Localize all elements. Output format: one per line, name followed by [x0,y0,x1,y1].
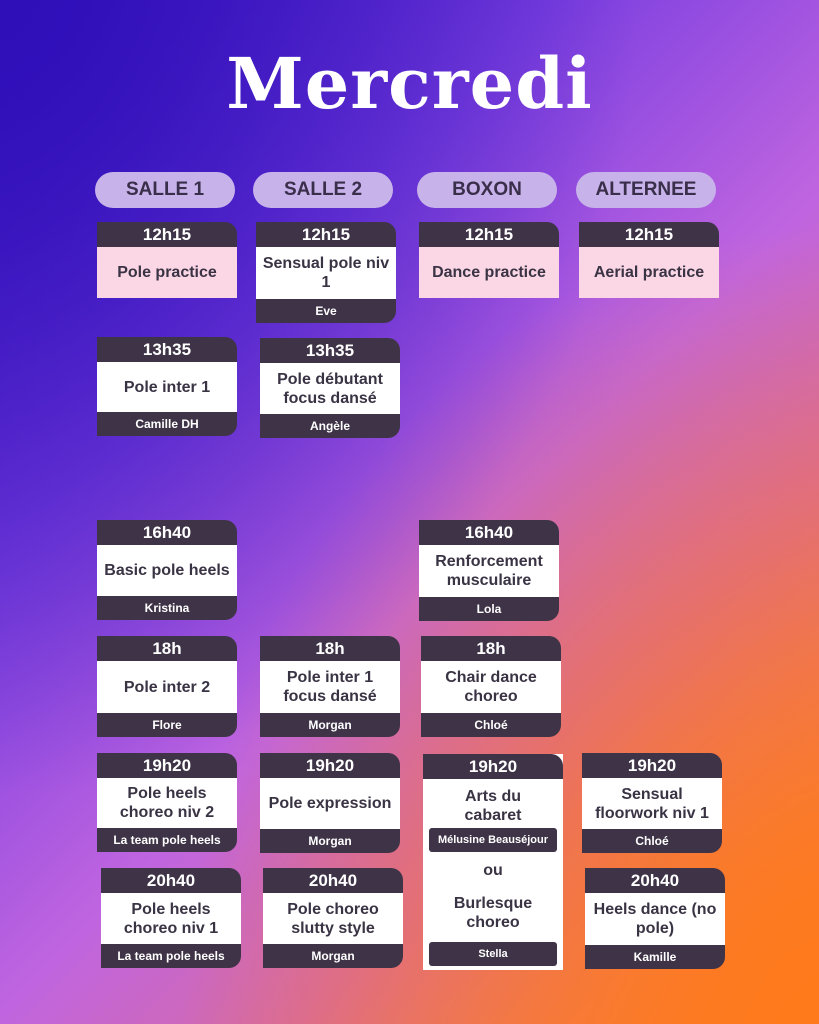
class-name: Basic pole heels [97,545,237,596]
class-name: Pole débutant focus dansé [260,363,400,414]
class-name: Pole heels choreo niv 1 [101,893,241,944]
class-name: Pole expression [260,778,400,829]
class-card-salle1-1920 [97,753,237,852]
class-card-salle2-18 [260,636,400,737]
class-time: 18h [421,636,561,661]
class-time: 16h40 [97,520,237,545]
class-teacher: Morgan [263,944,403,968]
room-pill-boxon: BOXON [417,172,557,208]
class-name: Heels dance (no pole) [585,893,725,945]
class-name: Pole practice [97,247,237,298]
class-name: Pole heels choreo niv 2 [97,778,237,828]
class-card-salle1-1215 [97,222,237,298]
class-name: Aerial practice [579,247,719,298]
class-teacher: Kristina [97,596,237,620]
class-card-salle1-18 [97,636,237,737]
class-time: 12h15 [419,222,559,247]
class-name: Pole inter 2 [97,661,237,713]
class-time: 19h20 [97,753,237,778]
class-time: 20h40 [101,868,241,893]
or-label: ou [483,862,503,879]
class-name: Pole inter 1 focus dansé [260,661,400,713]
class-time: 12h15 [579,222,719,247]
class-teacher: Lola [419,597,559,621]
class-name: Pole choreo slutty style [263,893,403,944]
class-name: Pole inter 1 [97,362,237,412]
class-time: 16h40 [419,520,559,545]
room-pill-salle-1: SALLE 1 [95,172,235,208]
class-teacher: Camille DH [97,412,237,436]
class-card-alternee-1920 [582,753,722,853]
page-title: Mercredi [226,42,593,125]
class-time: 18h [260,636,400,661]
class-teacher: Flore [97,713,237,737]
class-card-salle2-1215 [256,222,396,323]
class-teacher: La team pole heels [97,828,237,852]
class-name: Sensual floorwork niv 1 [582,778,722,829]
class-teacher: Kamille [585,945,725,969]
class-time: 20h40 [263,868,403,893]
class-time: 19h20 [260,753,400,778]
class-card-alternee-2040 [585,868,725,969]
class-name-b: Burlesque choreo [453,895,533,931]
class-name-a: Arts du cabaret [464,788,522,824]
class-card-boxon-1920 [423,754,563,970]
class-card-salle1-1640 [97,520,237,620]
class-card-boxon-18 [421,636,561,737]
class-name: Dance practice [419,247,559,298]
class-teacher: Eve [256,299,396,323]
class-name: Sensual pole niv 1 [256,247,396,299]
class-teacher: La team pole heels [101,944,241,968]
room-pill-alternee: ALTERNEE [576,172,716,208]
class-time: 18h [97,636,237,661]
room-pill-salle-2: SALLE 2 [253,172,393,208]
class-teacher: Morgan [260,713,400,737]
class-card-boxon-1640 [419,520,559,621]
class-card-salle2-2040 [263,868,403,968]
class-time: 12h15 [97,222,237,247]
class-card-alternee-1215 [579,222,719,298]
class-teacher: Chloé [582,829,722,853]
class-time: 12h15 [256,222,396,247]
class-time: 13h35 [97,337,237,362]
class-teacher: Angèle [260,414,400,438]
class-card-boxon-1215 [419,222,559,298]
class-teacher: Chloé [421,713,561,737]
class-name: Chair dance choreo [421,661,561,713]
class-time: 19h20 [423,754,563,779]
class-time: 19h20 [582,753,722,778]
class-card-salle1-2040 [101,868,241,968]
class-time: 20h40 [585,868,725,893]
class-teacher: Morgan [260,829,400,853]
class-name: Renforcement musculaire [419,545,559,597]
class-time: 13h35 [260,338,400,363]
class-teacher-b: Stella [429,942,557,966]
class-card-salle1-1335 [97,337,237,436]
class-card-salle2-1335 [260,338,400,438]
class-card-salle2-1920 [260,753,400,853]
class-teacher-a: Mélusine Beauséjour [429,828,557,852]
